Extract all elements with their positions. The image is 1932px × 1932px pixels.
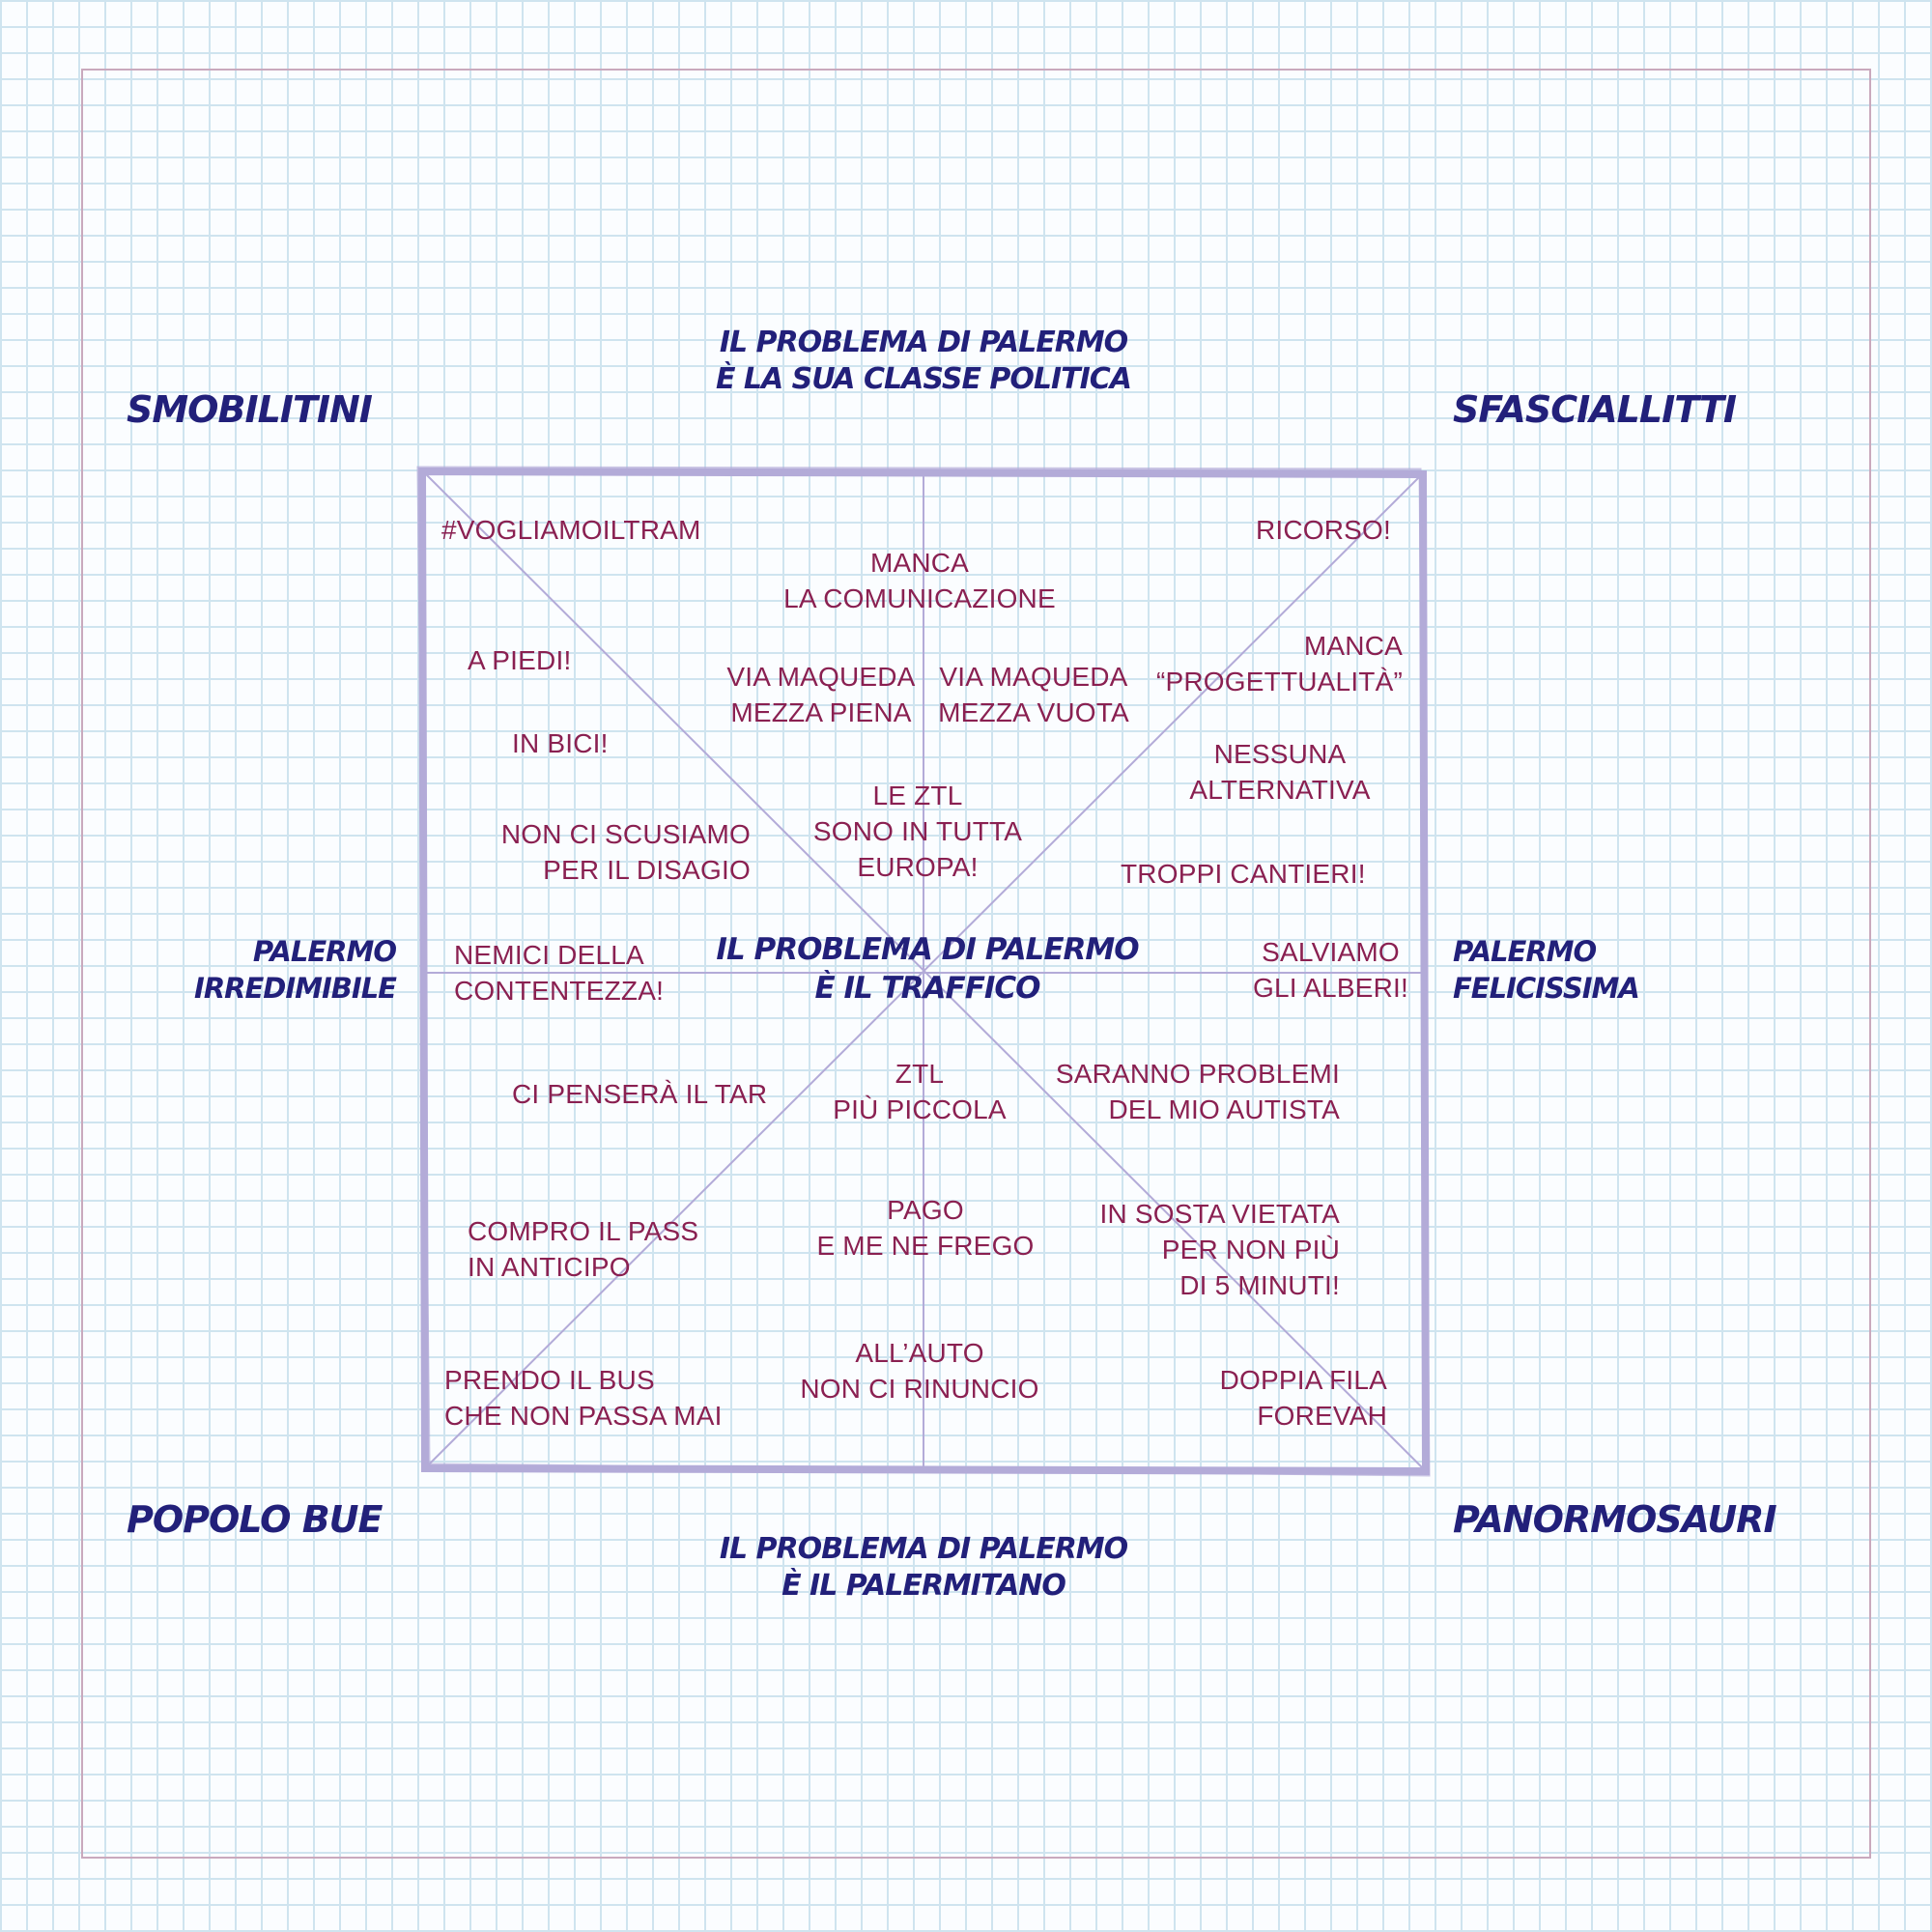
phrase-ci-pensera-tar: CI PENSERÀ IL TAR bbox=[512, 1079, 768, 1109]
corner-label-bottom-left: POPOLO BUE bbox=[127, 1498, 383, 1541]
phrase-vogliamoiltram: #VOGLIAMOILTRAM bbox=[441, 515, 701, 545]
phrase-nemici-contentezza: NEMICI DELLA CONTENTEZZA! bbox=[454, 940, 665, 1006]
phrase-compro-pass: COMPRO IL PASS IN ANTICIPO bbox=[468, 1216, 699, 1282]
phrase-ztl-europa: LE ZTL SONO IN TUTTA EUROPA! bbox=[812, 781, 1023, 882]
axis-label-left: PALERMO IRREDIMIBILE bbox=[194, 935, 396, 1005]
phrase-non-ci-scusiamo: NON CI SCUSIAMO PER IL DISAGIO bbox=[500, 819, 751, 885]
corner-label-bottom-right: PANORMOSAURI bbox=[1453, 1498, 1776, 1541]
phrase-sosta-vietata: IN SOSTA VIETATA PER NON PIÙ DI 5 MINUTI! bbox=[1099, 1199, 1340, 1300]
phrase-auto-rinuncio: ALL’AUTO NON CI RINUNCIO bbox=[800, 1338, 1039, 1404]
phrase-in-bici: IN BICI! bbox=[512, 728, 609, 758]
phrase-troppi-cantieri: TROPPI CANTIERI! bbox=[1121, 859, 1366, 889]
corner-label-top-right: SFASCIALLITTI bbox=[1453, 388, 1737, 431]
phrase-pago-frego: PAGO E ME NE FREGO bbox=[816, 1195, 1035, 1261]
phrase-salviamo-alberi: SALVIAMO GLI ALBERI! bbox=[1253, 937, 1408, 1003]
phrase-via-maqueda-piena: VIA MAQUEDA MEZZA PIENA bbox=[726, 662, 916, 727]
axis-label-bottom: IL PROBLEMA DI PALERMO È IL PALERMITANO bbox=[719, 1532, 1128, 1603]
phrase-ricorso: RICORSO! bbox=[1255, 515, 1391, 545]
phrase-manca-progettualita: MANCA “PROGETTUALITÀ” bbox=[1155, 631, 1403, 696]
phrase-doppia-fila: DOPPIA FILA FOREVAH bbox=[1219, 1365, 1387, 1431]
center-label: IL PROBLEMA DI PALERMO È IL TRAFFICO bbox=[716, 932, 1139, 1006]
phrase-nessuna-alternativa: NESSUNA ALTERNATIVA bbox=[1189, 739, 1371, 805]
phrase-problemi-autista: SARANNO PROBLEMI DEL MIO AUTISTA bbox=[1055, 1059, 1340, 1124]
phrase-manca-comunicazione: MANCA LA COMUNICAZIONE bbox=[783, 548, 1056, 613]
axis-label-top: IL PROBLEMA DI PALERMO È LA SUA CLASSE POLITICA bbox=[715, 326, 1132, 396]
phrase-prendo-bus: PRENDO IL BUS CHE NON PASSA MAI bbox=[444, 1365, 723, 1431]
phrase-a-piedi: A PIEDI! bbox=[468, 645, 572, 675]
phrase-via-maqueda-vuota: VIA MAQUEDA MEZZA VUOTA bbox=[938, 662, 1129, 727]
phrase-ztl-piu-piccola: ZTL PIÙ PICCOLA bbox=[833, 1059, 1007, 1124]
corner-label-top-left: SMOBILITINI bbox=[127, 388, 372, 431]
axis-label-right: PALERMO FELICISSIMA bbox=[1453, 935, 1639, 1005]
